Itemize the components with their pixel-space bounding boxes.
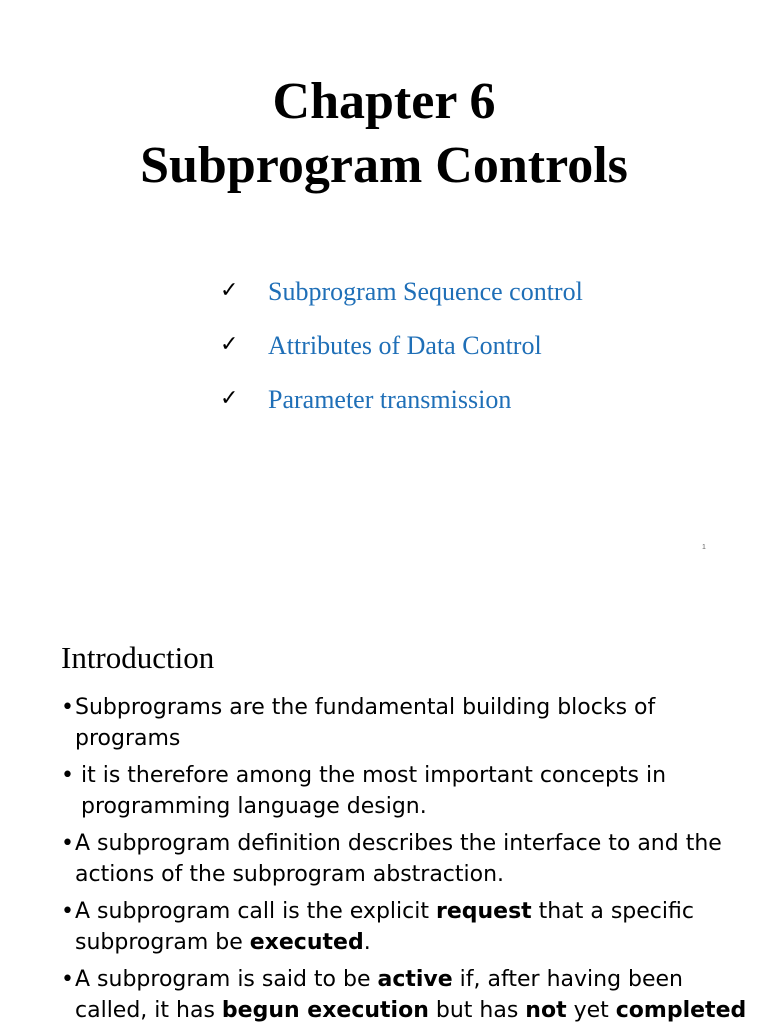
check-icon: ✓	[220, 332, 239, 357]
bullet-text: Subprograms are the fundamental building blocks of programs	[75, 695, 656, 751]
topic-item	[220, 274, 583, 328]
bullet-text	[75, 896, 751, 958]
topic-item	[220, 382, 583, 436]
bullet-item	[61, 760, 751, 822]
check-icon: ✓	[220, 278, 239, 303]
bullet-dot: •	[61, 695, 74, 720]
topic-item	[220, 328, 583, 382]
bullet-text-part: A subprogram call is the explicit	[75, 899, 436, 924]
bullet-dot: •	[61, 763, 74, 788]
bullet-text-bold: executed	[249, 930, 364, 955]
bullet-text-bold: active	[377, 967, 453, 992]
bullet-text: A subprogram definition describes the interface to and the actions of the subprogram abstraction.	[75, 831, 722, 887]
topic-list	[220, 274, 583, 436]
bullet-text-part: yet	[566, 998, 616, 1023]
slide-2	[0, 590, 768, 1024]
bullet-text	[75, 964, 751, 1024]
chapter-title-line-2: Subprogram Controls	[140, 137, 628, 194]
section-heading: Introduction	[61, 640, 215, 675]
topic-label: Parameter transmission	[268, 385, 512, 414]
bullet-text-part: if, after having been called, it has	[75, 967, 683, 1023]
page-number: 1	[702, 544, 706, 551]
bullet-dot: •	[61, 967, 74, 992]
bullet-text-part: that a specific subprogram be	[75, 899, 694, 955]
bullet-dot: •	[61, 899, 74, 924]
bullet-text-bold: request	[435, 899, 532, 924]
bullet-item	[61, 896, 751, 958]
bullet-text-bold: completed	[615, 998, 747, 1023]
bullet-text-part: .	[363, 930, 371, 955]
chapter-title-line-1: Chapter 6	[272, 73, 496, 130]
topic-label: Attributes of Data Control	[268, 331, 542, 360]
bullet-list	[61, 692, 751, 1024]
bullet-item	[61, 828, 751, 890]
bullet-item	[61, 964, 751, 1024]
bullet-text-part: but has	[428, 998, 526, 1023]
chapter-title	[0, 70, 768, 198]
topic-label: Subprogram Sequence control	[268, 277, 583, 306]
bullet-text-bold: not	[525, 998, 567, 1023]
bullet-text-bold: begun execution	[221, 998, 429, 1023]
bullet-text-part: A subprogram is said to be	[75, 967, 378, 992]
bullet-dot: •	[61, 831, 74, 856]
bullet-item	[61, 692, 751, 754]
check-icon: ✓	[220, 386, 239, 411]
bullet-text: it is therefore among the most important concepts in programming language design.	[81, 763, 667, 819]
